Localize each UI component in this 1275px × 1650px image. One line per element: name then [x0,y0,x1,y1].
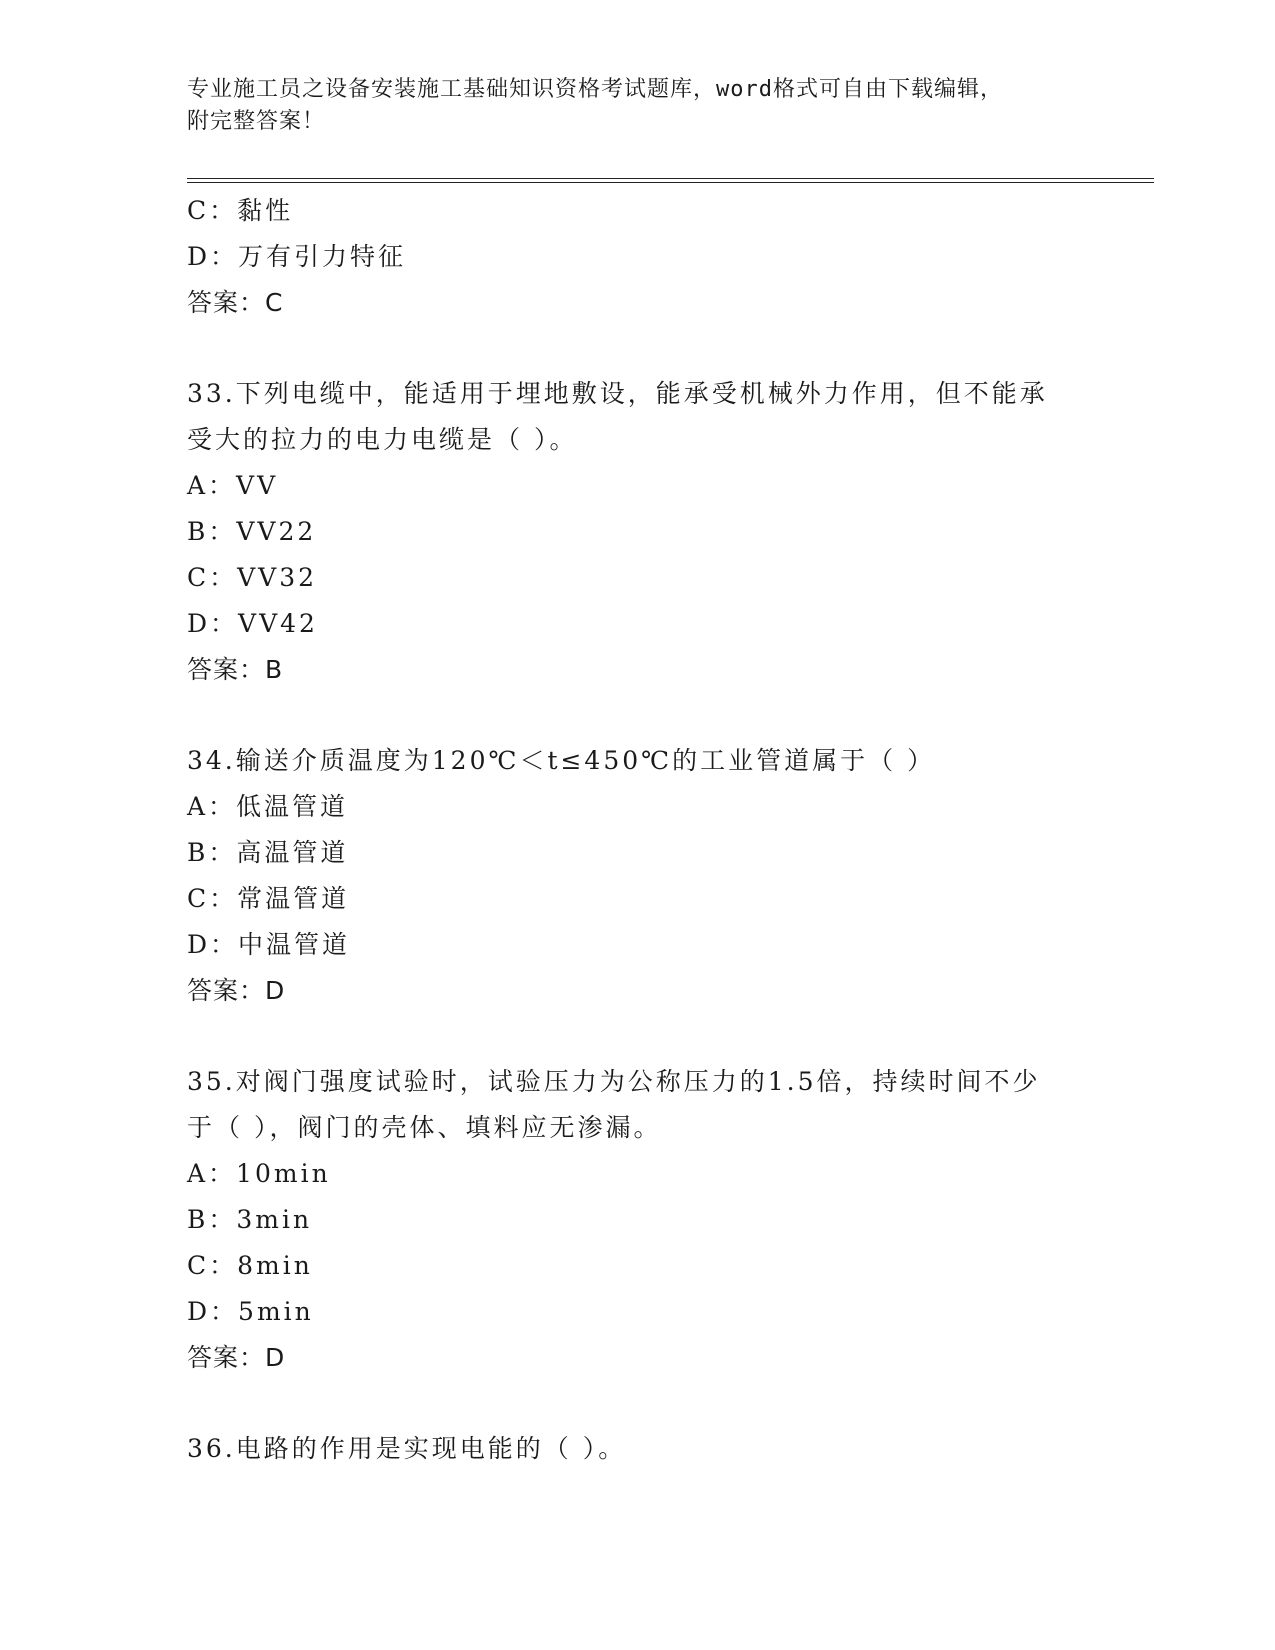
spacer [187,1014,1087,1059]
option-c: C：8min [187,1251,313,1280]
option-a: A：10min [187,1159,331,1188]
spacer [187,1381,1087,1426]
question-text: 36.电路的作用是实现电能的（ ）。 [187,1434,627,1463]
option-d: D：中温管道 [187,930,351,959]
answer-line: 答案：D [187,1343,286,1372]
option-c: C：常温管道 [187,884,350,913]
option-d: D：5min [187,1297,314,1326]
question-block-34 [187,738,1087,1014]
question-text: 33.下列电缆中，能适用于埋地敷设，能承受机械外力作用，但不能承 [187,379,1048,408]
header-line-2: 附完整答案！ [187,109,326,134]
question-block-33 [187,371,1087,693]
option-d: D：VV42 [187,609,318,638]
option-b: B：高温管道 [187,838,349,867]
header-line-1: 专业施工员之设备安装施工基础知识资格考试题库，word格式可自由下载编辑， [187,77,1003,102]
answer-line: 答案：B [187,655,284,684]
question-text: 34.输送介质温度为120℃＜t≤450℃的工业管道属于（ ） [187,746,936,775]
option-b: B：VV22 [187,517,317,546]
question-text-continued: 于（ ），阀门的壳体、填料应无渗漏。 [187,1113,662,1142]
header-divider-bottom [187,182,1154,183]
spacer [187,326,1087,371]
question-text: 35.对阀门强度试验时，试验压力为公称压力的1.5倍，持续时间不少 [187,1067,1041,1096]
question-block-35 [187,1059,1087,1381]
header-divider-top [187,178,1154,179]
option-b: B：3min [187,1205,313,1234]
option-a: A：低温管道 [187,792,349,821]
option-c: C：黏性 [187,196,294,225]
spacer [187,693,1087,738]
question-list [187,188,1087,1472]
document-header [187,74,1087,138]
question-block-36 [187,1426,1087,1472]
answer-line: 答案：C [187,288,284,317]
option-c: C：VV32 [187,563,318,592]
option-a: A：VV [187,471,279,500]
question-block-prev [187,188,1087,326]
answer-line: 答案：D [187,976,286,1005]
option-d: D：万有引力特征 [187,242,407,271]
question-text-continued: 受大的拉力的电力电缆是（ ）。 [187,425,578,454]
